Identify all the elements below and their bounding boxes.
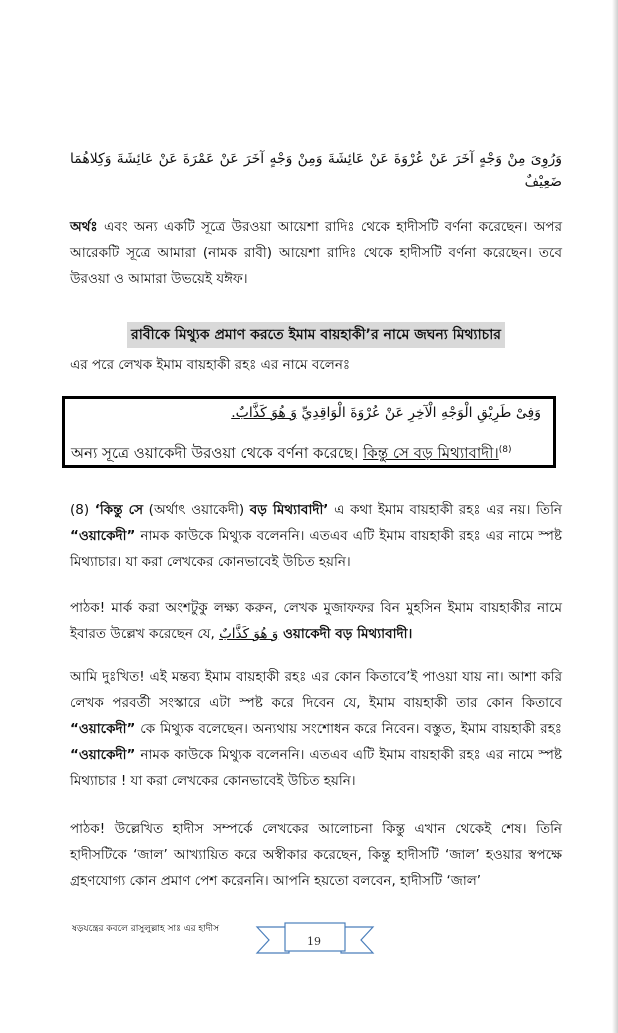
paragraph-conclusion: পাঠক! উল্লেখিত হাদীস সম্পর্কে লেখকের আলোচনা কিন্তু এখান থেকেই শেষ। তিনি হাদীসটিকে ‘জাল’ আখ্যায়িত করে অস্বীকার করেছেন, কিন্তু হাদীসটি ‘জাল’ হওয়ার স্বপক্ষে গ্রহণযোগ্য কোন প্রমাণ পেশ করেননি। আপনি হয়তো বলবেন, হাদীসটি ‘জাল’ xyxy=(70,821,562,889)
translation-label: অর্থঃ xyxy=(70,219,98,235)
para3-part-c: নামক কাউকে মিথ্যুক বলেননি। এতএব এটি ইমাম বায়হাকী রহঃ এর নামে স্পষ্ট মিথ্যাচার ! যা করা লেখকের কোনভাবেই উচিত হয়নি। xyxy=(70,747,562,789)
para2-bold-tail: ওয়াকেদী বড় মিথ্যাবাদী। xyxy=(278,626,413,642)
paragraph-reader-note xyxy=(70,595,562,647)
quote-arabic-main: وَفِىْ طَرِيْقِ الْوَجْهِ الْآخِرِ عَنْ عُرْوَةَ الْوَاقِدِيِّ xyxy=(301,405,541,421)
ribbon-left-tail xyxy=(257,927,289,953)
para3-bold-a: “ওয়াকেদী” xyxy=(70,721,136,737)
quoted-bold-a: ‘কিন্তু সে xyxy=(94,502,144,518)
para2-text: পাঠক! মার্ক করা অংশটুকু লক্ষ্য করুন, লেখক মুজাফফর বিন মুহসিন ইমাম বায়হাকীর নামে ইবারত উল্লেখ করেছেন যে, xyxy=(70,600,562,642)
intro-line: এর পরে লেখক ইমাম বায়হাকী রহঃ এর নামে বলেনঃ xyxy=(70,357,351,373)
quote-bengali-underlined: কিন্তু সে বড় মিথ্যাবাদী। xyxy=(363,444,499,462)
quote-bengali-main: অন্য সূত্রে ওয়াকেদী উরওয়া থেকে বর্ণনা করেছে। xyxy=(71,444,364,462)
quote-arabic xyxy=(231,401,541,425)
translation-paragraph xyxy=(70,214,562,292)
para3-part-b: কে মিথ্যুক বলেছেন। অন্যথায় সংশোধন করে নিবেন। বস্তুত, ইমাম বায়হাকী রহঃ xyxy=(135,721,562,737)
paragraph-footnote-4 xyxy=(70,497,562,575)
para1-bold-name: “ওয়াকেদী” xyxy=(70,528,136,544)
para1-rest-b: নামক কাউকে মিথ্যুক বলেননি। এতএব এটি ইমাম বায়হাকী রহঃ এর নামে স্পষ্ট মিথ্যাচার। যা করা লেখকের কোনভাবেই উচিত হয়নি। xyxy=(70,528,562,570)
quote-arabic-underlined: وَ هُوَ كَذَّابٌ. xyxy=(231,405,298,421)
footnote-number: (8) xyxy=(70,502,95,518)
translation-text: এবং অন্য একটি সূত্রে উরওয়া আয়েশা রাদিঃ থেকে হাদীসটি বর্ণনা করেছেন। অপর আরেকটি সূত্রে আমারা (নামক রাবী) আয়েশা রাদিঃ থেকে হাদীসটি বর্ণনা করেছেন। তবে উরওয়া ও আমারা উভয়েই যঈফ। xyxy=(70,219,562,287)
page-number: 19 xyxy=(307,935,321,948)
arabic-hadith-text: وَرُوِىَ مِنْ وَجْهٍ آخَرَ عَنْ عُرْوَةَ عَنْ عَائِشَةَ وَمِنْ وَجْهٍ آخَرَ عَنْ عَمْرَةَ عَنْ عَائِشَةَ وَكِلاهُمَا ضَعِيْفٌ xyxy=(70,151,562,190)
para2-arabic: وَ هُوَ كَذَّابٌ xyxy=(219,626,279,642)
section-heading-wrap xyxy=(70,322,562,348)
footnote-ref: (8) xyxy=(498,445,512,455)
section-heading: রাবীকে মিথ্যুক প্রমাণ করতে ইমাম বায়হাকী’র নামে জঘন্য মিথ্যাচার xyxy=(127,322,505,348)
para3-part-a: আমি দুঃখিত! এই মন্তব্য ইমাম বায়হাকী রহঃ এর কোন কিতাবে’ই পাওয়া যায় না। আশা করি লেখক পরবর্তী সংস্কারে এটা স্পষ্ট করে দিবেন যে, ইমাম বায়হাকী তার কোন কিতাবে xyxy=(70,669,562,711)
quote-box xyxy=(62,396,556,468)
para1-rest-a: এ কথা ইমাম বায়হাকী রহঃ এর নয়। তিনি xyxy=(328,502,562,518)
page-edge-shadow xyxy=(612,0,618,1033)
paragraph-apology xyxy=(70,664,562,794)
footer-book-title: ষড়যন্ত্রের কবলে রাসুলুল্লাহ সাঃ এর হাদীস xyxy=(72,924,220,934)
para3-bold-b: “ওয়াকেদী” xyxy=(70,747,136,763)
quoted-normal: (অর্থাৎ ওয়াকেদী) xyxy=(143,502,250,518)
quoted-bold-b: বড় মিথ্যাবাদী’ xyxy=(249,502,329,518)
quote-bengali xyxy=(71,437,512,466)
ribbon-right-tail xyxy=(341,927,373,953)
